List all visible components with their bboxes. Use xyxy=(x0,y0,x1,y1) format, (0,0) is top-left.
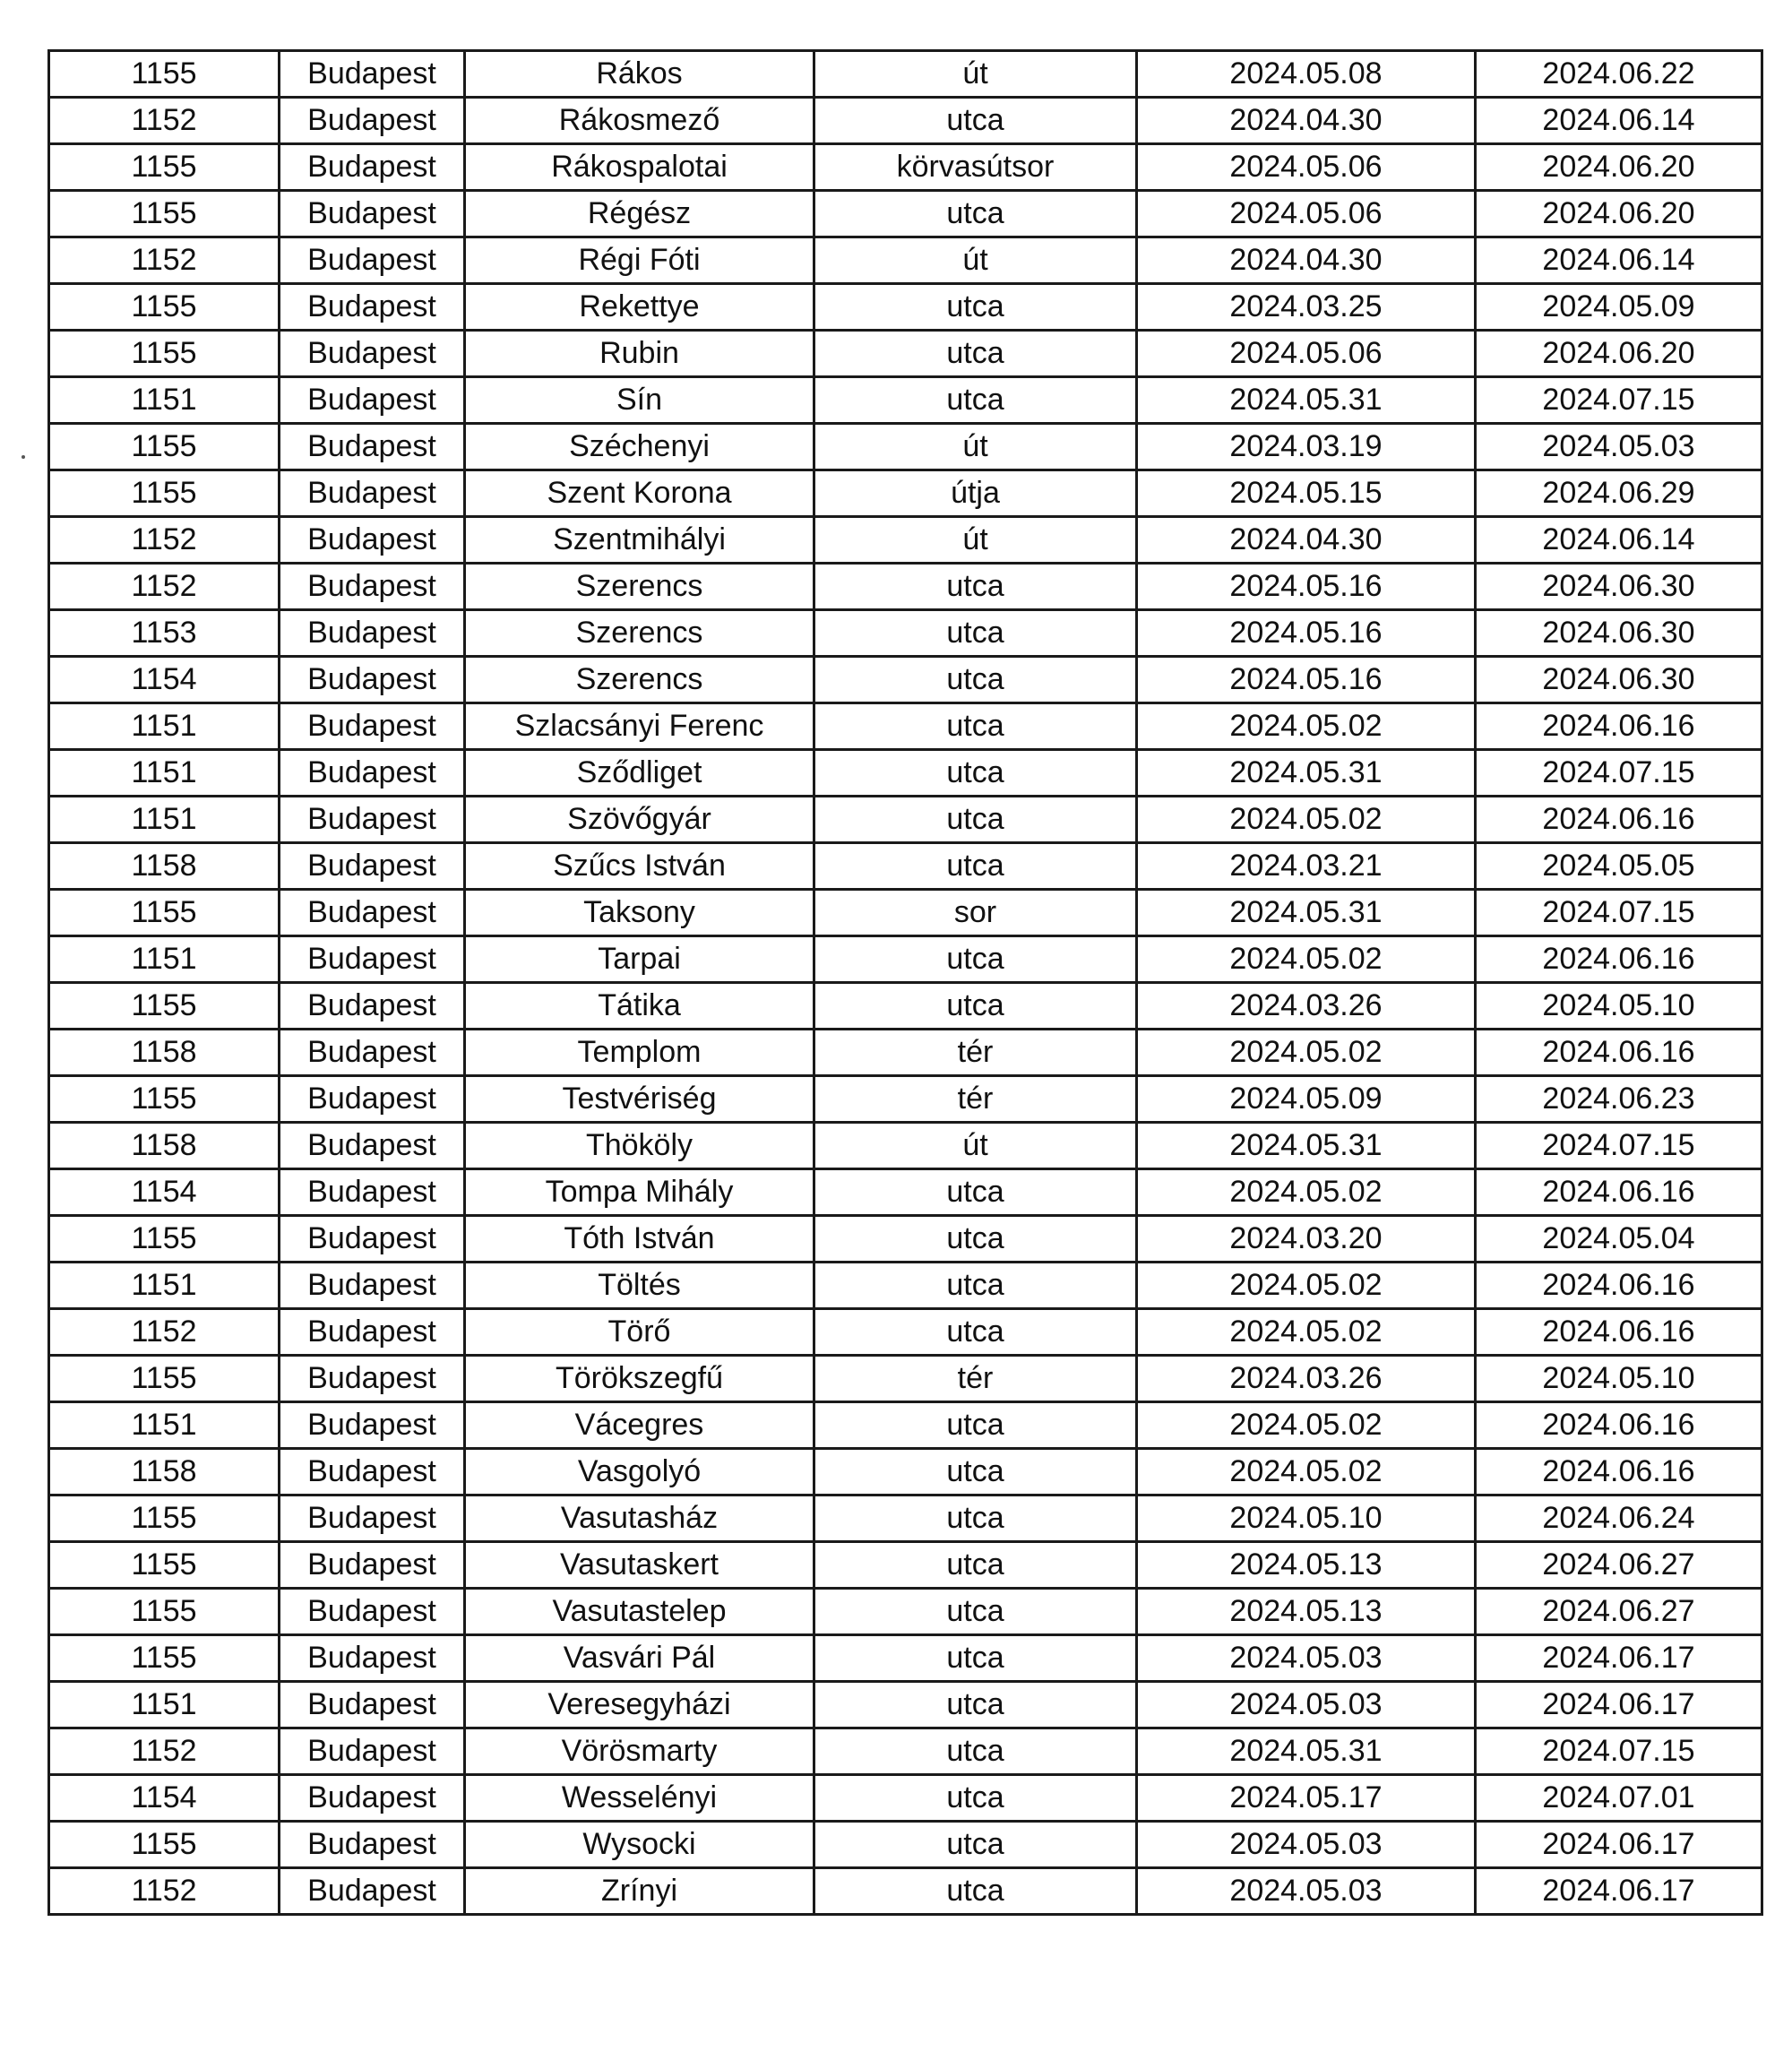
zip-code-cell: 1151 xyxy=(49,1682,280,1728)
street-type-cell: utca xyxy=(814,1775,1137,1822)
table-row xyxy=(49,843,1762,890)
zip-code-cell: 1151 xyxy=(49,703,280,750)
zip-code-cell: 1154 xyxy=(49,657,280,703)
start-date-cell: 2024.05.02 xyxy=(1137,797,1476,843)
zip-code-cell: 1155 xyxy=(49,1635,280,1682)
street-type-cell: tér xyxy=(814,1076,1137,1123)
street-name-cell: Szentmihályi xyxy=(465,517,814,564)
city-cell: Budapest xyxy=(280,1775,465,1822)
table-row xyxy=(49,936,1762,983)
table-row xyxy=(49,564,1762,610)
table-row xyxy=(49,517,1762,564)
table-row xyxy=(49,657,1762,703)
street-name-cell: Tarpai xyxy=(465,936,814,983)
end-date-cell: 2024.06.24 xyxy=(1476,1495,1762,1542)
street-name-cell: Sín xyxy=(465,377,814,424)
zip-code-cell: 1151 xyxy=(49,1402,280,1449)
zip-code-cell: 1152 xyxy=(49,564,280,610)
city-cell: Budapest xyxy=(280,1169,465,1216)
end-date-cell: 2024.06.17 xyxy=(1476,1868,1762,1915)
zip-code-cell: 1158 xyxy=(49,843,280,890)
start-date-cell: 2024.05.08 xyxy=(1137,51,1476,98)
city-cell: Budapest xyxy=(280,1542,465,1589)
zip-code-cell: 1151 xyxy=(49,797,280,843)
end-date-cell: 2024.07.15 xyxy=(1476,750,1762,797)
zip-code-cell: 1155 xyxy=(49,284,280,331)
start-date-cell: 2024.05.15 xyxy=(1137,470,1476,517)
street-type-cell: utca xyxy=(814,1589,1137,1635)
end-date-cell: 2024.06.30 xyxy=(1476,564,1762,610)
street-type-cell: utca xyxy=(814,1449,1137,1495)
end-date-cell: 2024.05.04 xyxy=(1476,1216,1762,1263)
table-row xyxy=(49,750,1762,797)
zip-code-cell: 1154 xyxy=(49,1775,280,1822)
street-name-cell: Veresegyházi xyxy=(465,1682,814,1728)
zip-code-cell: 1154 xyxy=(49,1169,280,1216)
zip-code-cell: 1155 xyxy=(49,424,280,470)
street-name-cell: Vasgolyó xyxy=(465,1449,814,1495)
city-cell: Budapest xyxy=(280,98,465,144)
table-row xyxy=(49,470,1762,517)
start-date-cell: 2024.04.30 xyxy=(1137,237,1476,284)
start-date-cell: 2024.05.02 xyxy=(1137,1169,1476,1216)
city-cell: Budapest xyxy=(280,1309,465,1356)
table-row xyxy=(49,890,1762,936)
street-name-cell: Rákospalotai xyxy=(465,144,814,191)
start-date-cell: 2024.03.21 xyxy=(1137,843,1476,890)
street-type-cell: utca xyxy=(814,1495,1137,1542)
zip-code-cell: 1151 xyxy=(49,377,280,424)
city-cell: Budapest xyxy=(280,1123,465,1169)
start-date-cell: 2024.05.16 xyxy=(1137,657,1476,703)
street-type-cell: utca xyxy=(814,657,1137,703)
street-name-cell: Vörösmarty xyxy=(465,1728,814,1775)
street-name-cell: Wesselényi xyxy=(465,1775,814,1822)
street-type-cell: körvasútsor xyxy=(814,144,1137,191)
street-type-cell: utca xyxy=(814,1216,1137,1263)
end-date-cell: 2024.06.27 xyxy=(1476,1542,1762,1589)
end-date-cell: 2024.06.30 xyxy=(1476,657,1762,703)
table-row xyxy=(49,1682,1762,1728)
start-date-cell: 2024.05.03 xyxy=(1137,1868,1476,1915)
zip-code-cell: 1155 xyxy=(49,1216,280,1263)
table-row xyxy=(49,1495,1762,1542)
zip-code-cell: 1155 xyxy=(49,1589,280,1635)
zip-code-cell: 1155 xyxy=(49,1822,280,1868)
city-cell: Budapest xyxy=(280,470,465,517)
end-date-cell: 2024.06.16 xyxy=(1476,1402,1762,1449)
table-row xyxy=(49,377,1762,424)
end-date-cell: 2024.05.05 xyxy=(1476,843,1762,890)
city-cell: Budapest xyxy=(280,377,465,424)
start-date-cell: 2024.03.19 xyxy=(1137,424,1476,470)
street-schedule-table xyxy=(47,49,1763,1916)
city-cell: Budapest xyxy=(280,1356,465,1402)
city-cell: Budapest xyxy=(280,890,465,936)
street-type-cell: utca xyxy=(814,797,1137,843)
start-date-cell: 2024.03.25 xyxy=(1137,284,1476,331)
street-name-cell: Régi Fóti xyxy=(465,237,814,284)
start-date-cell: 2024.05.02 xyxy=(1137,1402,1476,1449)
table-row xyxy=(49,1030,1762,1076)
street-name-cell: Szerencs xyxy=(465,564,814,610)
end-date-cell: 2024.06.14 xyxy=(1476,517,1762,564)
city-cell: Budapest xyxy=(280,564,465,610)
city-cell: Budapest xyxy=(280,843,465,890)
table-body xyxy=(49,51,1762,1915)
street-type-cell: utca xyxy=(814,1822,1137,1868)
table-row xyxy=(49,1775,1762,1822)
city-cell: Budapest xyxy=(280,191,465,237)
street-name-cell: Tóth István xyxy=(465,1216,814,1263)
table-row xyxy=(49,1263,1762,1309)
table-row xyxy=(49,331,1762,377)
street-name-cell: Szlacsányi Ferenc xyxy=(465,703,814,750)
street-type-cell: utca xyxy=(814,1402,1137,1449)
street-type-cell: utca xyxy=(814,1635,1137,1682)
city-cell: Budapest xyxy=(280,237,465,284)
city-cell: Budapest xyxy=(280,1076,465,1123)
street-type-cell: utca xyxy=(814,1728,1137,1775)
city-cell: Budapest xyxy=(280,144,465,191)
start-date-cell: 2024.05.13 xyxy=(1137,1589,1476,1635)
end-date-cell: 2024.06.17 xyxy=(1476,1635,1762,1682)
start-date-cell: 2024.03.26 xyxy=(1137,1356,1476,1402)
start-date-cell: 2024.05.03 xyxy=(1137,1682,1476,1728)
start-date-cell: 2024.05.16 xyxy=(1137,610,1476,657)
street-name-cell: Rubin xyxy=(465,331,814,377)
table-row xyxy=(49,98,1762,144)
street-type-cell: sor xyxy=(814,890,1137,936)
table-row xyxy=(49,1822,1762,1868)
street-name-cell: Vasutastelep xyxy=(465,1589,814,1635)
start-date-cell: 2024.05.03 xyxy=(1137,1822,1476,1868)
start-date-cell: 2024.05.10 xyxy=(1137,1495,1476,1542)
street-type-cell: utca xyxy=(814,750,1137,797)
start-date-cell: 2024.05.31 xyxy=(1137,890,1476,936)
city-cell: Budapest xyxy=(280,1589,465,1635)
street-name-cell: Rekettye xyxy=(465,284,814,331)
end-date-cell: 2024.06.16 xyxy=(1476,936,1762,983)
street-type-cell: utca xyxy=(814,1542,1137,1589)
end-date-cell: 2024.06.17 xyxy=(1476,1822,1762,1868)
zip-code-cell: 1152 xyxy=(49,1868,280,1915)
city-cell: Budapest xyxy=(280,1728,465,1775)
street-type-cell: út xyxy=(814,1123,1137,1169)
table-row xyxy=(49,1635,1762,1682)
table-row xyxy=(49,1449,1762,1495)
city-cell: Budapest xyxy=(280,703,465,750)
start-date-cell: 2024.05.31 xyxy=(1137,377,1476,424)
end-date-cell: 2024.05.09 xyxy=(1476,284,1762,331)
street-name-cell: Rákos xyxy=(465,51,814,98)
table-row xyxy=(49,610,1762,657)
street-type-cell: tér xyxy=(814,1356,1137,1402)
city-cell: Budapest xyxy=(280,657,465,703)
street-name-cell: Vácegres xyxy=(465,1402,814,1449)
street-name-cell: Wysocki xyxy=(465,1822,814,1868)
end-date-cell: 2024.06.16 xyxy=(1476,703,1762,750)
end-date-cell: 2024.05.03 xyxy=(1476,424,1762,470)
start-date-cell: 2024.03.26 xyxy=(1137,983,1476,1030)
start-date-cell: 2024.05.16 xyxy=(1137,564,1476,610)
table-row xyxy=(49,424,1762,470)
zip-code-cell: 1151 xyxy=(49,1263,280,1309)
end-date-cell: 2024.06.20 xyxy=(1476,331,1762,377)
street-type-cell: utca xyxy=(814,191,1137,237)
street-name-cell: Vasutaskert xyxy=(465,1542,814,1589)
table-row xyxy=(49,1216,1762,1263)
table-row xyxy=(49,284,1762,331)
start-date-cell: 2024.04.30 xyxy=(1137,98,1476,144)
street-type-cell: utca xyxy=(814,377,1137,424)
zip-code-cell: 1155 xyxy=(49,470,280,517)
start-date-cell: 2024.05.02 xyxy=(1137,1263,1476,1309)
city-cell: Budapest xyxy=(280,331,465,377)
city-cell: Budapest xyxy=(280,610,465,657)
scan-speck xyxy=(22,455,25,459)
street-type-cell: út xyxy=(814,237,1137,284)
start-date-cell: 2024.03.20 xyxy=(1137,1216,1476,1263)
table-row xyxy=(49,1356,1762,1402)
street-name-cell: Rákosmező xyxy=(465,98,814,144)
end-date-cell: 2024.06.20 xyxy=(1476,191,1762,237)
city-cell: Budapest xyxy=(280,1822,465,1868)
start-date-cell: 2024.05.06 xyxy=(1137,331,1476,377)
city-cell: Budapest xyxy=(280,1449,465,1495)
end-date-cell: 2024.06.16 xyxy=(1476,1030,1762,1076)
zip-code-cell: 1155 xyxy=(49,1076,280,1123)
end-date-cell: 2024.06.16 xyxy=(1476,1263,1762,1309)
city-cell: Budapest xyxy=(280,1402,465,1449)
street-name-cell: Sződliget xyxy=(465,750,814,797)
zip-code-cell: 1155 xyxy=(49,331,280,377)
zip-code-cell: 1158 xyxy=(49,1449,280,1495)
table-row xyxy=(49,1309,1762,1356)
zip-code-cell: 1153 xyxy=(49,610,280,657)
start-date-cell: 2024.05.06 xyxy=(1137,191,1476,237)
zip-code-cell: 1155 xyxy=(49,191,280,237)
end-date-cell: 2024.06.30 xyxy=(1476,610,1762,657)
city-cell: Budapest xyxy=(280,797,465,843)
city-cell: Budapest xyxy=(280,1030,465,1076)
end-date-cell: 2024.06.14 xyxy=(1476,237,1762,284)
zip-code-cell: 1155 xyxy=(49,144,280,191)
street-type-cell: út xyxy=(814,424,1137,470)
street-name-cell: Törökszegfű xyxy=(465,1356,814,1402)
table-row xyxy=(49,1402,1762,1449)
table-row xyxy=(49,797,1762,843)
street-name-cell: Szerencs xyxy=(465,610,814,657)
street-type-cell: utca xyxy=(814,564,1137,610)
table-row xyxy=(49,703,1762,750)
end-date-cell: 2024.07.15 xyxy=(1476,1728,1762,1775)
street-type-cell: utca xyxy=(814,1682,1137,1728)
street-name-cell: Tompa Mihály xyxy=(465,1169,814,1216)
zip-code-cell: 1152 xyxy=(49,1309,280,1356)
zip-code-cell: 1155 xyxy=(49,51,280,98)
street-name-cell: Széchenyi xyxy=(465,424,814,470)
table-row xyxy=(49,1868,1762,1915)
street-type-cell: utca xyxy=(814,1263,1137,1309)
start-date-cell: 2024.05.31 xyxy=(1137,1123,1476,1169)
city-cell: Budapest xyxy=(280,517,465,564)
start-date-cell: 2024.05.02 xyxy=(1137,1309,1476,1356)
street-type-cell: tér xyxy=(814,1030,1137,1076)
table-row xyxy=(49,1123,1762,1169)
end-date-cell: 2024.06.22 xyxy=(1476,51,1762,98)
street-type-cell: utca xyxy=(814,843,1137,890)
start-date-cell: 2024.05.31 xyxy=(1137,750,1476,797)
end-date-cell: 2024.06.23 xyxy=(1476,1076,1762,1123)
end-date-cell: 2024.06.27 xyxy=(1476,1589,1762,1635)
street-name-cell: Zrínyi xyxy=(465,1868,814,1915)
street-name-cell: Vasutasház xyxy=(465,1495,814,1542)
table-row xyxy=(49,1728,1762,1775)
zip-code-cell: 1151 xyxy=(49,936,280,983)
city-cell: Budapest xyxy=(280,936,465,983)
zip-code-cell: 1155 xyxy=(49,890,280,936)
start-date-cell: 2024.05.03 xyxy=(1137,1635,1476,1682)
street-name-cell: Thököly xyxy=(465,1123,814,1169)
end-date-cell: 2024.06.16 xyxy=(1476,1309,1762,1356)
city-cell: Budapest xyxy=(280,424,465,470)
end-date-cell: 2024.06.16 xyxy=(1476,797,1762,843)
table-row xyxy=(49,1076,1762,1123)
end-date-cell: 2024.05.10 xyxy=(1476,983,1762,1030)
start-date-cell: 2024.05.17 xyxy=(1137,1775,1476,1822)
start-date-cell: 2024.05.02 xyxy=(1137,1449,1476,1495)
table-row xyxy=(49,51,1762,98)
start-date-cell: 2024.04.30 xyxy=(1137,517,1476,564)
start-date-cell: 2024.05.02 xyxy=(1137,703,1476,750)
city-cell: Budapest xyxy=(280,1263,465,1309)
table-row xyxy=(49,1589,1762,1635)
start-date-cell: 2024.05.31 xyxy=(1137,1728,1476,1775)
city-cell: Budapest xyxy=(280,1868,465,1915)
street-type-cell: utca xyxy=(814,703,1137,750)
street-name-cell: Taksony xyxy=(465,890,814,936)
end-date-cell: 2024.06.16 xyxy=(1476,1449,1762,1495)
end-date-cell: 2024.07.15 xyxy=(1476,1123,1762,1169)
street-type-cell: út xyxy=(814,51,1137,98)
table-row xyxy=(49,144,1762,191)
zip-code-cell: 1152 xyxy=(49,517,280,564)
start-date-cell: 2024.05.09 xyxy=(1137,1076,1476,1123)
table-row xyxy=(49,237,1762,284)
zip-code-cell: 1155 xyxy=(49,983,280,1030)
zip-code-cell: 1152 xyxy=(49,237,280,284)
street-type-cell: utca xyxy=(814,936,1137,983)
street-name-cell: Testvériség xyxy=(465,1076,814,1123)
start-date-cell: 2024.05.02 xyxy=(1137,1030,1476,1076)
city-cell: Budapest xyxy=(280,1635,465,1682)
street-type-cell: utca xyxy=(814,98,1137,144)
street-name-cell: Szent Korona xyxy=(465,470,814,517)
end-date-cell: 2024.07.15 xyxy=(1476,377,1762,424)
city-cell: Budapest xyxy=(280,1682,465,1728)
start-date-cell: 2024.05.13 xyxy=(1137,1542,1476,1589)
city-cell: Budapest xyxy=(280,750,465,797)
street-name-cell: Szerencs xyxy=(465,657,814,703)
table-row xyxy=(49,1542,1762,1589)
city-cell: Budapest xyxy=(280,983,465,1030)
end-date-cell: 2024.06.14 xyxy=(1476,98,1762,144)
zip-code-cell: 1158 xyxy=(49,1123,280,1169)
end-date-cell: 2024.06.29 xyxy=(1476,470,1762,517)
street-type-cell: utca xyxy=(814,1868,1137,1915)
city-cell: Budapest xyxy=(280,1495,465,1542)
end-date-cell: 2024.07.15 xyxy=(1476,890,1762,936)
street-type-cell: utca xyxy=(814,331,1137,377)
zip-code-cell: 1155 xyxy=(49,1495,280,1542)
zip-code-cell: 1155 xyxy=(49,1542,280,1589)
end-date-cell: 2024.06.20 xyxy=(1476,144,1762,191)
end-date-cell: 2024.05.10 xyxy=(1476,1356,1762,1402)
city-cell: Budapest xyxy=(280,51,465,98)
zip-code-cell: 1158 xyxy=(49,1030,280,1076)
street-type-cell: út xyxy=(814,517,1137,564)
street-name-cell: Vasvári Pál xyxy=(465,1635,814,1682)
end-date-cell: 2024.06.17 xyxy=(1476,1682,1762,1728)
end-date-cell: 2024.06.16 xyxy=(1476,1169,1762,1216)
table-row xyxy=(49,1169,1762,1216)
start-date-cell: 2024.05.06 xyxy=(1137,144,1476,191)
street-name-cell: Törő xyxy=(465,1309,814,1356)
street-name-cell: Tátika xyxy=(465,983,814,1030)
zip-code-cell: 1152 xyxy=(49,1728,280,1775)
street-type-cell: utca xyxy=(814,284,1137,331)
table-row xyxy=(49,983,1762,1030)
street-type-cell: utca xyxy=(814,983,1137,1030)
street-type-cell: utca xyxy=(814,1169,1137,1216)
start-date-cell: 2024.05.02 xyxy=(1137,936,1476,983)
zip-code-cell: 1151 xyxy=(49,750,280,797)
street-name-cell: Szövőgyár xyxy=(465,797,814,843)
street-type-cell: útja xyxy=(814,470,1137,517)
street-name-cell: Templom xyxy=(465,1030,814,1076)
zip-code-cell: 1155 xyxy=(49,1356,280,1402)
city-cell: Budapest xyxy=(280,1216,465,1263)
zip-code-cell: 1152 xyxy=(49,98,280,144)
street-type-cell: utca xyxy=(814,1309,1137,1356)
table-row xyxy=(49,191,1762,237)
street-type-cell: utca xyxy=(814,610,1137,657)
end-date-cell: 2024.07.01 xyxy=(1476,1775,1762,1822)
street-name-cell: Régész xyxy=(465,191,814,237)
city-cell: Budapest xyxy=(280,284,465,331)
street-name-cell: Szűcs István xyxy=(465,843,814,890)
street-name-cell: Töltés xyxy=(465,1263,814,1309)
